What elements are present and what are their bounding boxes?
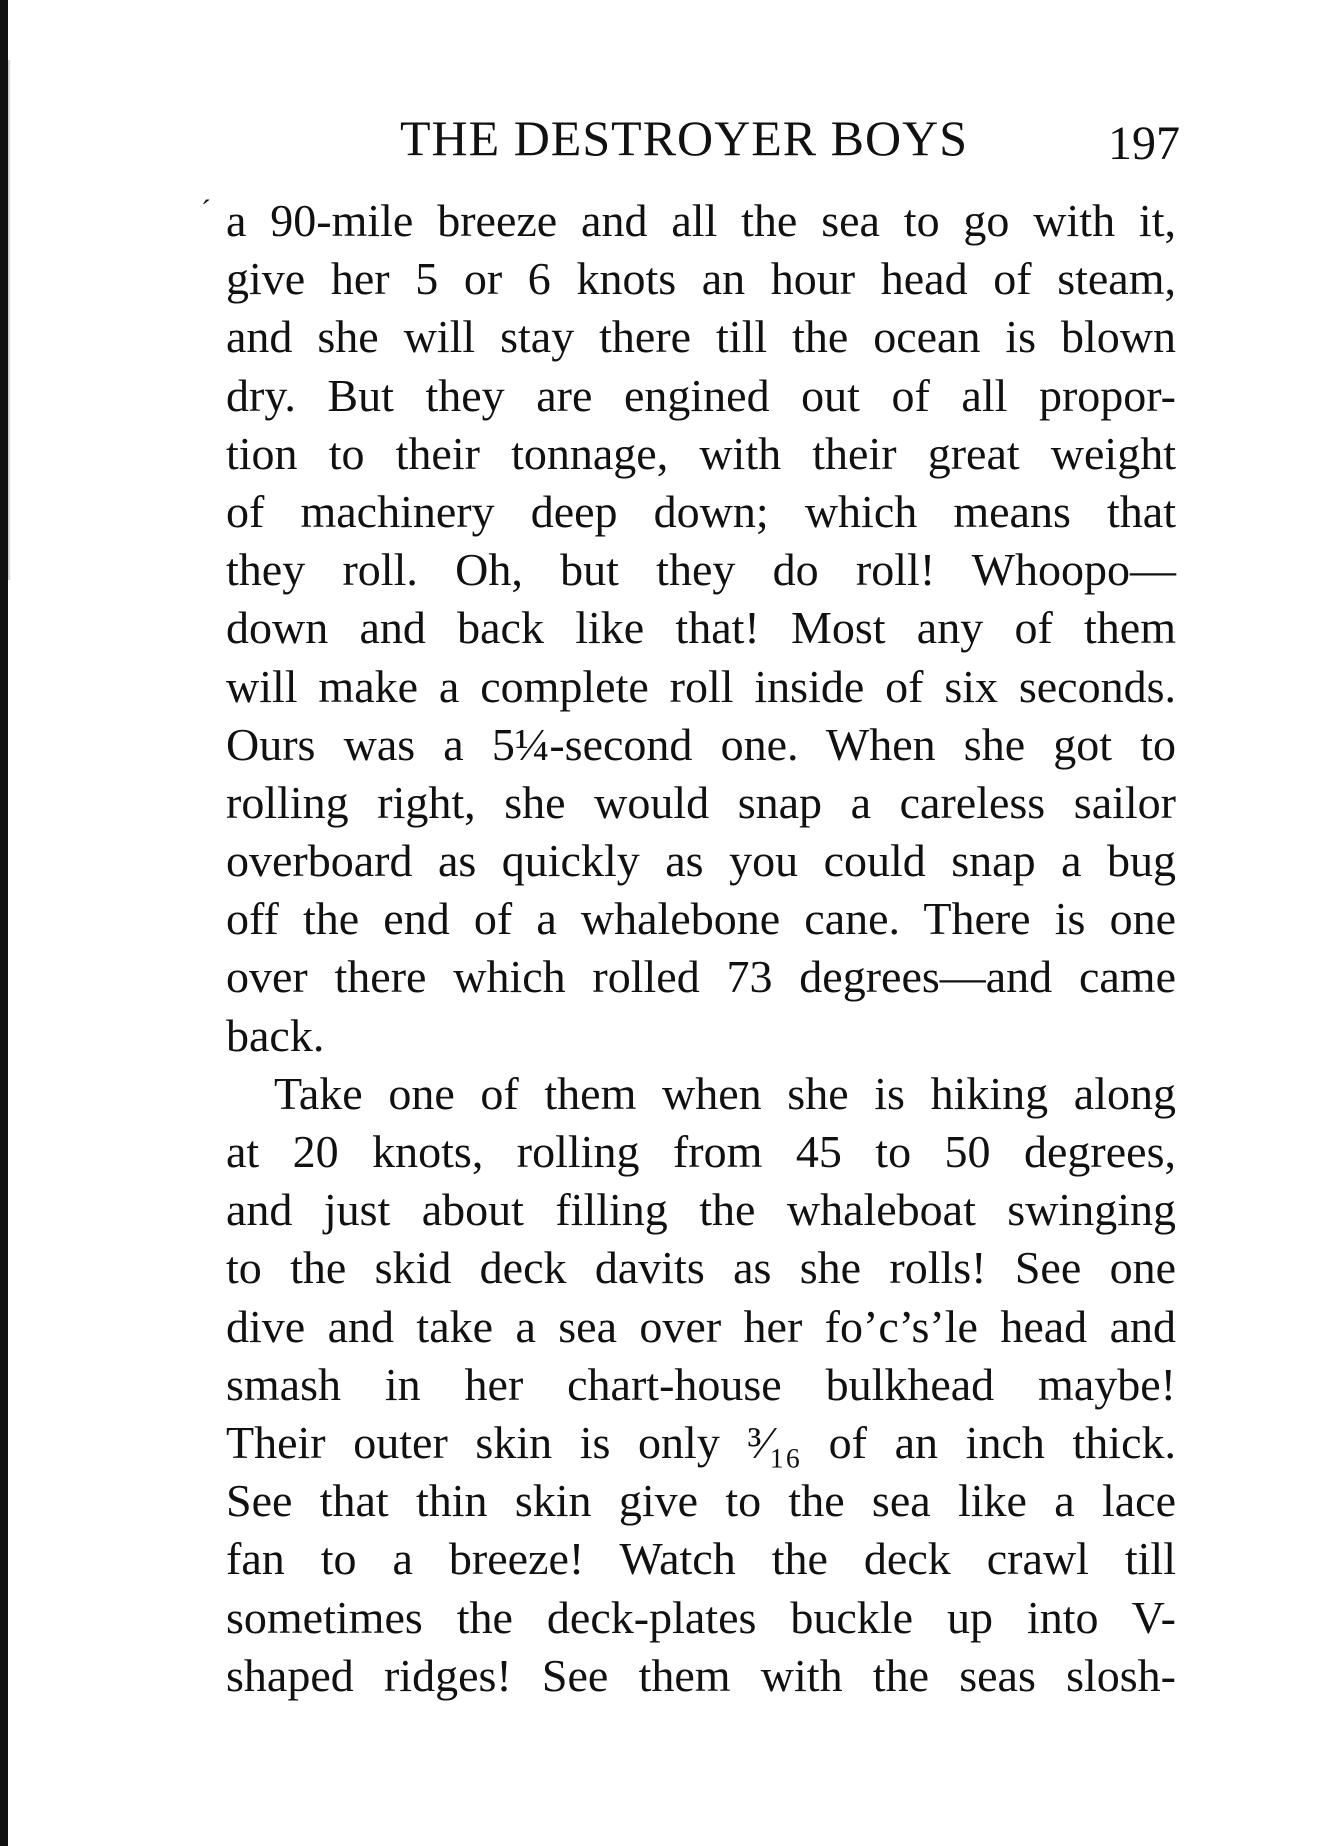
text-line: dive and take a sea over her fo’c’s’le head and	[226, 1300, 1176, 1352]
text-line: tion to their tonnage, with their great weight	[226, 427, 1176, 479]
text-line: they roll. Oh, but they do roll! Whoopo—	[226, 544, 1176, 596]
text-line: will make a complete roll inside of six seconds.	[226, 660, 1176, 712]
text-line: See that thin skin give to the sea like a lace	[226, 1475, 1176, 1527]
text-line: and just about filling the whaleboat swinging	[226, 1184, 1176, 1236]
text-line: fan to a breeze! Watch the deck crawl till	[226, 1533, 1176, 1585]
paragraph-2	[226, 1065, 1176, 1705]
text-line: Take one of them when she is hiking along	[274, 1067, 1176, 1119]
text-line: Their outer skin is only ³⁄₁₆ of an inch thick.	[226, 1416, 1176, 1468]
body-text	[226, 192, 1176, 1705]
text-line: and she will stay there till the ocean is blown	[226, 311, 1176, 363]
text-line: Ours was a 5¼-second one. When she got to	[226, 718, 1176, 770]
running-head: THE DESTROYER BOYS	[400, 110, 969, 166]
paragraph-1	[226, 192, 1176, 1065]
text-line: to the skid deck davits as she rolls! See one	[226, 1242, 1176, 1294]
text-line: dry. But they are engined out of all propor-	[226, 369, 1176, 421]
text-line: a 90-mile breeze and all the sea to go with it,	[226, 195, 1176, 246]
text-line: back.	[226, 1009, 325, 1061]
text-line: rolling right, she would snap a careless sailor	[226, 776, 1176, 828]
text-line: off the end of a whalebone cane. There is one	[226, 893, 1176, 945]
binding-edge	[0, 0, 8, 1846]
text-line: sometimes the deck-plates buckle up into V-	[226, 1591, 1176, 1643]
text-line: give her 5 or 6 knots an hour head of steam,	[226, 253, 1176, 305]
text-line: at 20 knots, rolling from 45 to 50 degrees,	[226, 1126, 1176, 1177]
text-line: of machinery deep down; which means that	[226, 485, 1176, 537]
text-line: down and back like that! Most any of them	[226, 602, 1176, 654]
text-line: overboard as quickly as you could snap a bug	[226, 835, 1176, 887]
text-line: over there which rolled 73 degrees—and came	[226, 951, 1176, 1003]
binding-shadow	[8, 60, 11, 580]
text-line: shaped ridges! See them with the seas slosh-	[226, 1649, 1176, 1701]
text-line: smash in her chart-house bulkhead maybe!	[226, 1358, 1176, 1410]
margin-tick-mark: ˊ	[201, 194, 211, 227]
page-number: 197	[1108, 117, 1180, 170]
